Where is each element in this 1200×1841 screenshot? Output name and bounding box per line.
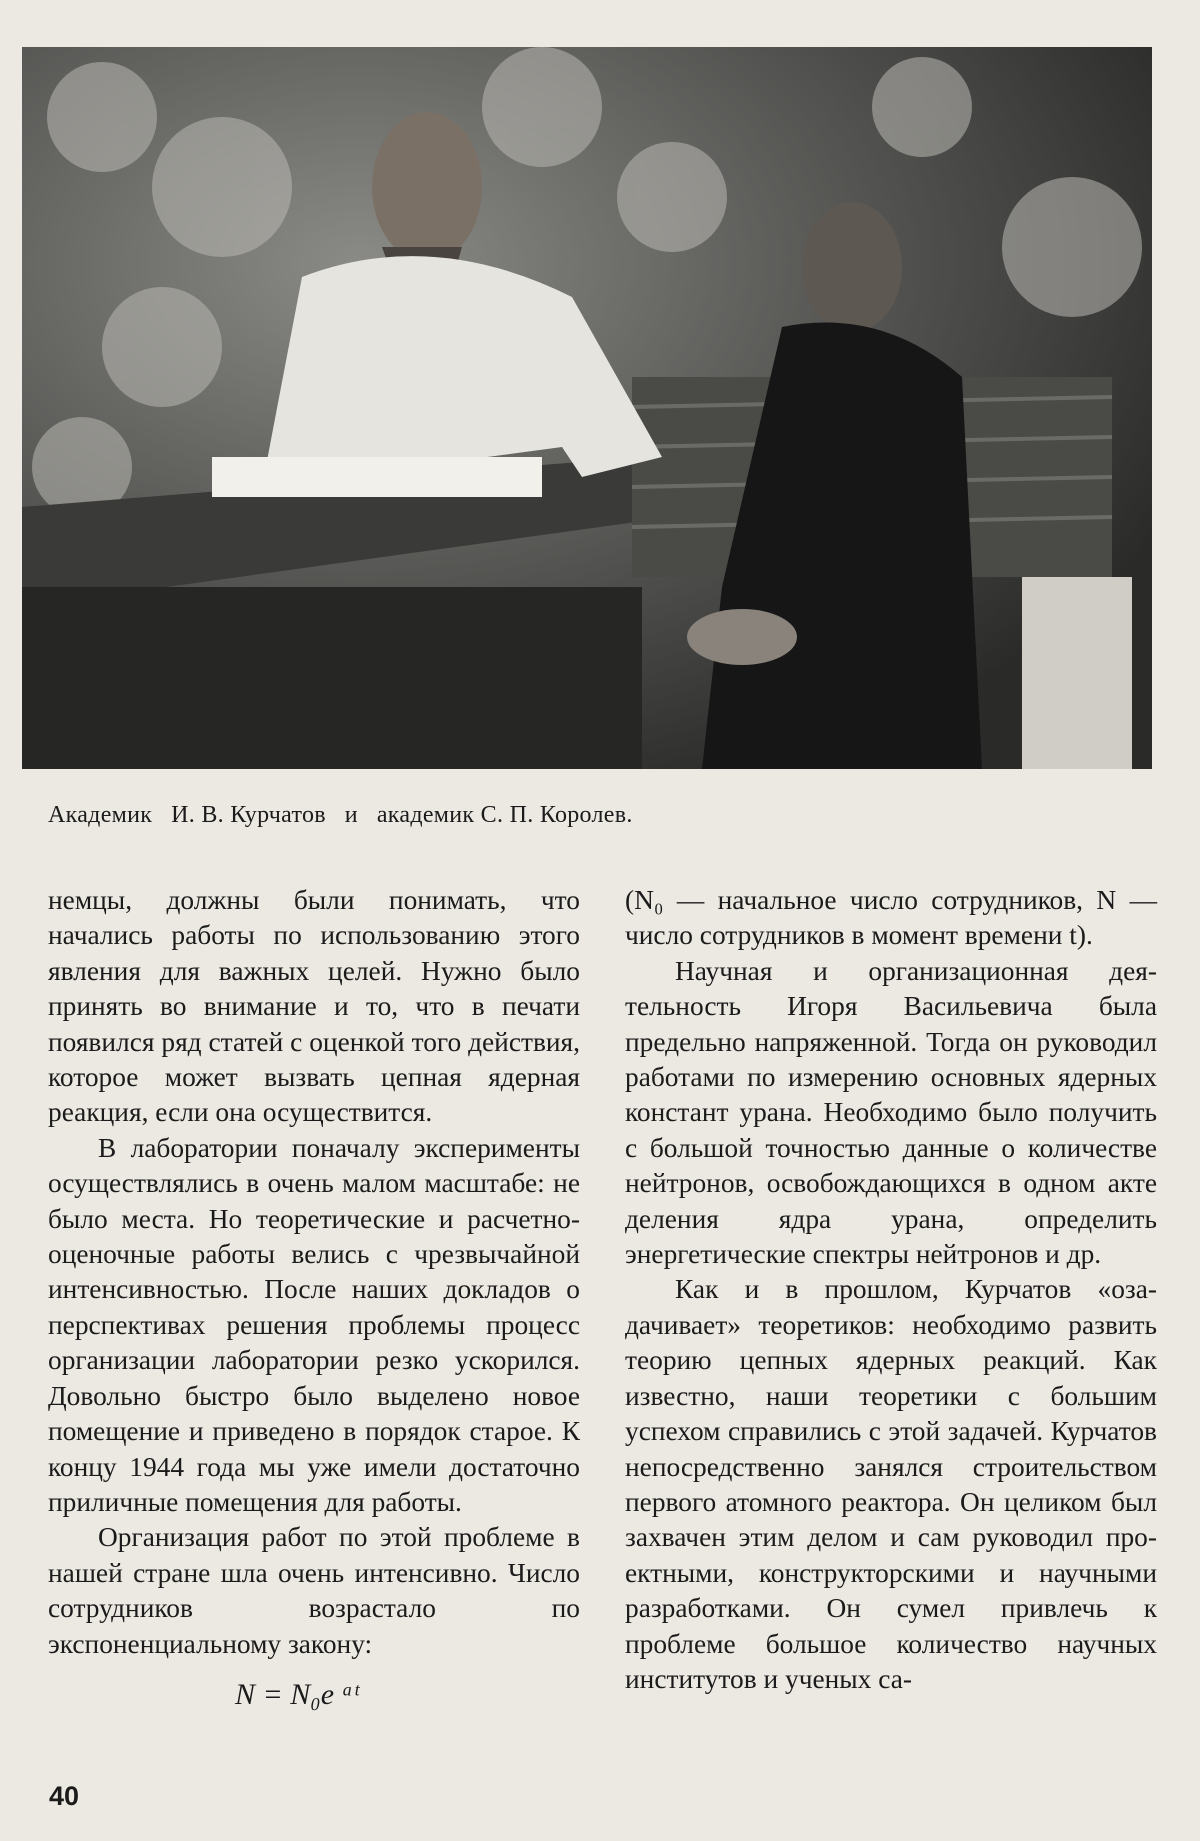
paragraph: Организация работ по этой проблеме в нашей стране шла очень интенсивно. Число сотрудников возрастало по экспоненциальному закону: bbox=[48, 1522, 580, 1659]
paragraph: немцы, должны были понимать, что начались работы по использованию этого явления для важных целей. Нужно было принять во внимание и то, что в печати появился ряд статей с оценкой того действия, которое может вызвать цепная ядерная реакция, если она осуществится. bbox=[48, 885, 580, 1128]
paragraph: В лаборатории поначалу эксперименты осуществлялись в очень малом масштабе: не было места. Но теоретические и расчетно-оценочные работы велись с чрезвычайной интенсивностью. После наших докладов о перспективах решения проблемы процесс организации лаборатории резко ускорился. Довольно быстро было выделено новое помещение и приведено в порядок старое. К концу 1944 года мы уже имели достаточно приличные помещения для работы. bbox=[48, 1132, 580, 1517]
photo-caption: Академик И. В. Курчатов и академик С. П. Королев. bbox=[48, 802, 633, 828]
left-column bbox=[48, 883, 580, 1662]
page-number: 40 bbox=[49, 1781, 80, 1811]
formula: N = N₀e ᵃᵗ bbox=[235, 1678, 359, 1711]
paragraph: Как и в прошлом, Курчатов «озадачивает» теоретиков: необходимо развить теорию цепных ядерных реакций. Как известно, наши теоретики с большим успехом справились с этой задачей. Курчатов непосредственно занялся строительством первого атомного реактора. Он целиком был захвачен этим делом и сам руководил проектными, конструкторскими и научными разработками. Он сумел привлечь к проблеме большое количество научных институтов и ученых са- bbox=[625, 1274, 1157, 1694]
photograph bbox=[22, 47, 1152, 769]
photograph-icon bbox=[22, 47, 1152, 769]
paragraph: (N₀ — начальное число сотрудников, N — число сотрудников в момент времени t). bbox=[625, 885, 1157, 951]
paragraph: Научная и организационная деятельность Игоря Васильевича была предельно напряженной. Тогда он руководил работами по измерению основных ядерных констант урана. Необходимо было получить с большой точностью данные о количестве нейтронов, освобождающихся в одном акте деления ядра урана, определить энергетические спектры нейтронов и др. bbox=[625, 955, 1157, 1270]
right-column bbox=[625, 883, 1157, 1697]
